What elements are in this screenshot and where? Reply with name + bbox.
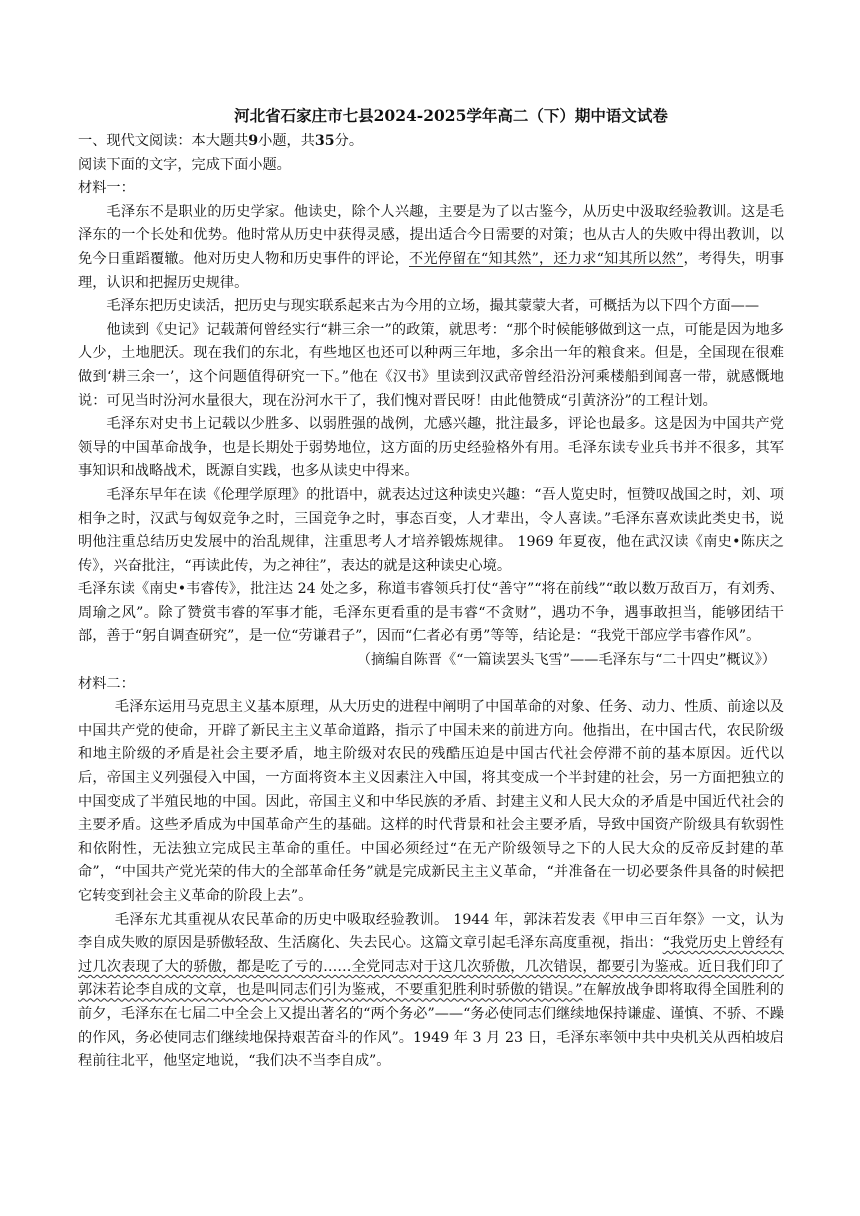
total-score: 35 xyxy=(314,133,335,149)
m2-p2-text-a: 毛泽东尤其重视从农民革命的历史中吸取经验教训。 1944 年，郭沫若发表《甲申三百年祭》一文，认为李自成失败的原因是骄傲轻敌、生活腐化、失去民心。这篇文章引起毛泽东高度重视，指出： xyxy=(78,911,784,952)
material-1-paragraph-3: 他读到《史记》记载萧何曾经实行“耕三余一”的政策，就思考：“那个时候能够做到这一点，可能是因为地多人少，土地肥沃。现在我们的东北，有些地区也还可以种两三年地，多余出一年的粮食来。但是，全国现在很难做到‘耕三余一’，这个问题值得研究一下。”他在《汉书》里读到汉武帝曾经沿汾河乘楼船到闻喜一带，就感慨地说：可见当时汾河水量很大，现在汾河水干了，我们愧对晋民呀！由此他赞成“引黄济汾”的工程计划。 xyxy=(78,321,784,409)
exam-page xyxy=(78,104,784,1074)
m2-p2-text-b: 在解放战争即将取得全国胜利的前夕，毛泽东在七届二中全会上又提出著名的“两个务必”——“务必使同志们继续地保持谦虚、谨慎、不骄、不躁的作风，务必使同志们继续地保持艰苦奋斗的作风”。1949 年 3 月 23 日，毛泽东率领中共中央机关从西柏坡启程前往北平，他坚定地说，“我们决不当李自成”。 xyxy=(78,982,784,1070)
m1-p1-text-b: ，考得失，明事理，认识和把握历史规律。 xyxy=(78,250,784,291)
material-1-paragraph-2: 毛泽东把历史读活，把历史与现实联系起来古为今用的立场，撮其蒙蒙大者，可概括为以下四个方面—— xyxy=(106,298,760,315)
material-1-label: 材料一： xyxy=(78,180,135,197)
reading-instruction: 阅读下面的文字，完成下面小题。 xyxy=(78,156,291,173)
material-1-paragraph-5: 毛泽东早年在读《伦理学原理》的批语中，就表达过这种读史兴趣：“吾人览史时，恒赞叹战国之时，刘、项相争之时，汉武与匈奴竞争之时，三国竞争之时，事态百变，人才辈出，令人喜读。”毛泽东喜欢读此类史书，说明他注重总结历史发展中的治乱规律，注重思考人才培养锻炼规律。 1969 年夏夜，他在武汉读《南史•陈庆之传》，兴奋批注，“再读此传，为之神往”，表达的就是这种读史心境。 xyxy=(78,486,784,574)
exam-title: 河北省石家庄市七县2024-2025学年高二（下）期中语文试卷 xyxy=(234,106,668,125)
material-2-paragraph-2 xyxy=(78,909,784,1074)
m1-p1-text-a: 毛泽东不是职业的历史学家。他读史，除个人兴趣，主要是为了以古鉴今，从历史中汲取经验教训。这是毛泽东的一个长处和优势。他时常从历史中获得灵感，提出适合今日需要的对策；也从古人的失败中得出教训，以免今日重蹈覆辙。他对历史人物和历史事件的评论， xyxy=(78,203,784,267)
material-2-paragraph-1: 毛泽东运用马克思主义基本原理，从大历史的进程中阐明了中国革命的对象、任务、动力、性质、前途以及中国共产党的使命，开辟了新民主主义革命道路，指示了中国未来的前进方向。他指出，在中国古代，农民阶级和地主阶级的矛盾是社会主要矛盾，地主阶级对农民的残酷压迫是中国古代社会停滞不前的基本原因。近代以后，帝国主义列强侵入中国，一方面将资本主义因素注入中国，将其变成一个半封建的社会，另一方面把独立的中国变成了半殖民地的中国。因此，帝国主义和中华民族的矛盾、封建主义和人民大众的矛盾是中国近代社会的主要矛盾。这些矛盾成为中国革命产生的基础。这样的时代背景和社会主要矛盾，导致中国资产阶级具有软弱性和依附性，无法独立完成民主革命的重任。中国必须经过“在无产阶级领导之下的人民大众的反帝反封建的革命”，“中国共产党光荣的伟大的全部革命任务”就是完成新民主主义革命，“并准备在一切必要条件具备的时候把它转变到社会主义革命的阶段上去”。 xyxy=(78,699,784,904)
material-2-label: 材料二： xyxy=(78,675,135,692)
m2-p2-wavy-quote: “我党历史上曾经有过几次表现了大的骄傲，都是吃了亏的……全党同志对于这几次骄傲，几次错误，都要引为鉴戒。近日我们印了郭沫若论李自成的文章，也是叫同志们引为鉴戒，不要重犯胜利时骄傲的错误。” xyxy=(78,935,784,999)
section-heading-post: 分。 xyxy=(334,133,364,149)
m1-p1-underlined-text: 不光停留在“知其然”，还力求“知其所以然” xyxy=(408,250,684,267)
material-1-paragraph-1 xyxy=(78,201,784,295)
section-heading xyxy=(78,130,784,154)
section-heading-mid: 小题，共 xyxy=(258,133,315,149)
question-count: 9 xyxy=(248,133,259,149)
section-heading-pre: 一、现代文阅读：本大题共 xyxy=(78,133,249,149)
material-1-source: （摘编自陈晋《“一篇读罢头飞雪”——毛泽东与“二十四史”概议》） xyxy=(356,652,776,669)
material-1-paragraph-6: 毛泽东读《南史•韦睿传》，批注达 24 处之多，称道韦睿领兵打仗“善守”“将在前线”“敢以数万敌百万，有刘秀、周瑜之风”。除了赞赏韦睿的军事才能，毛泽东更看重的是韦睿“不贪财”，遇功不争，遇事敢担当，能够团结干部，善于“躬自调查研究”，是一位“劳谦君子”，因而“仁者必有勇”等等，结论是：“我党干部应学韦睿作风”。 xyxy=(78,581,784,645)
material-1-paragraph-4: 毛泽东对史书上记载以少胜多、以弱胜强的战例，尤感兴趣，批注最多，评论也最多。这是因为中国共产党领导的中国革命战争，也是长期处于弱势地位，这方面的历史经验格外有用。毛泽东读专业兵书并不很多，其军事知识和战略战术，既源自实践，也多从读史中得来。 xyxy=(78,416,784,480)
